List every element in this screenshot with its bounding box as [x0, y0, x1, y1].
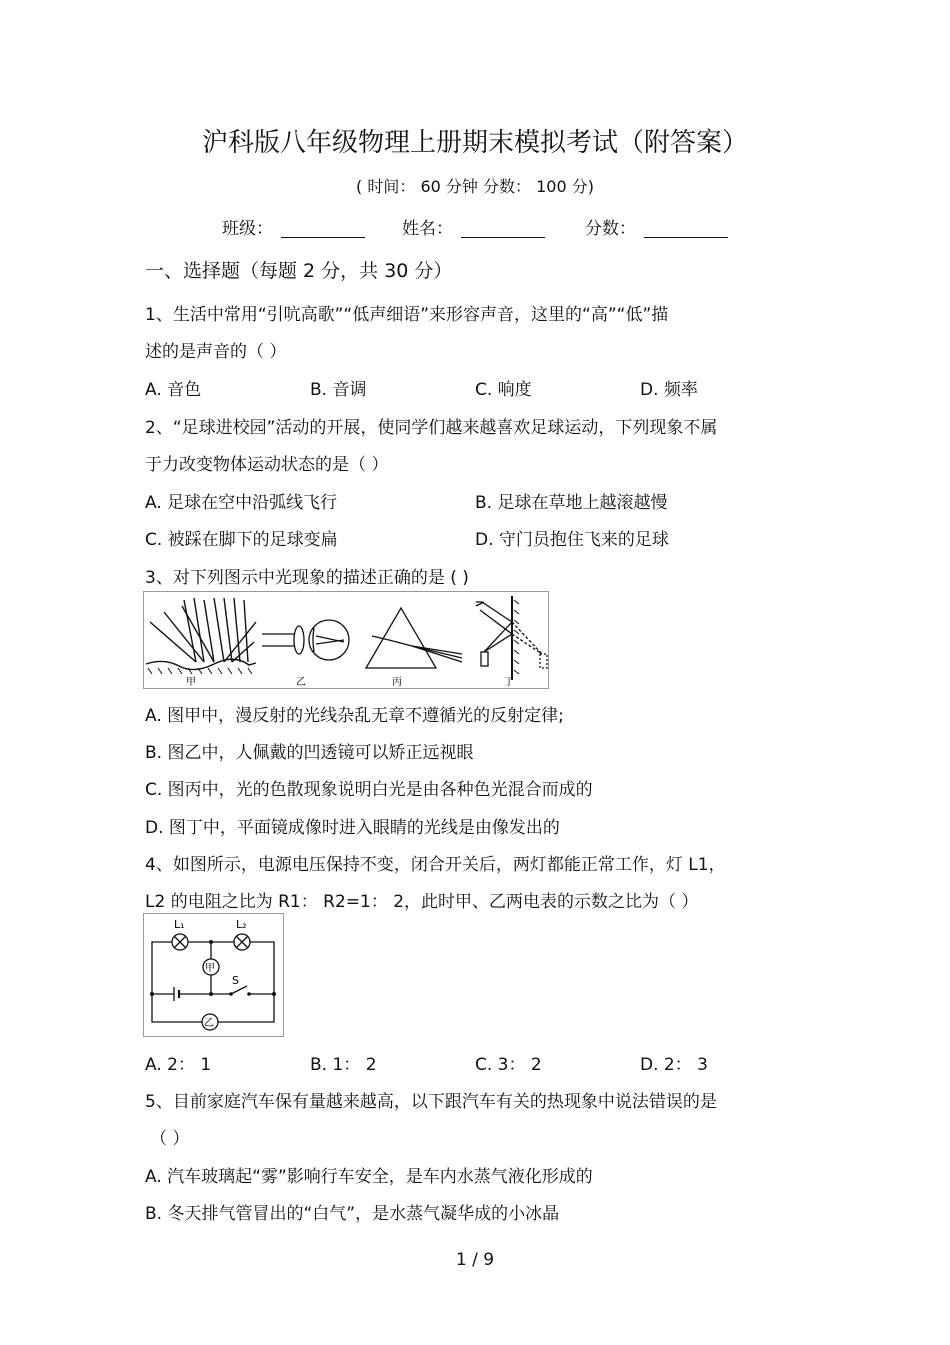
q2-option-b: B. 足球在草地上越滚越慢 — [475, 493, 668, 513]
q2-option-a: A. 足球在空中沿弧线飞行 — [145, 493, 338, 513]
q1-option-b: B. 音调 — [310, 380, 367, 400]
class-label: 班级： — [222, 219, 273, 239]
page-number: 1 / 9 — [455, 1250, 495, 1270]
q5-option-b: B. 冬天排气管冒出的“白气”，是水蒸气凝华成的小冰晶 — [145, 1204, 560, 1224]
q2-option-d: D. 守门员抱住飞来的足球 — [475, 530, 669, 550]
q5-option-a: A. 汽车玻璃起“雾”影响行车安全，是车内水蒸气液化形成的 — [145, 1167, 593, 1187]
q1-option-c: C. 响度 — [475, 380, 532, 400]
q2-line2: 于力改变物体运动状态的是（ ） — [145, 455, 389, 475]
q1-option-d: D. 频率 — [640, 380, 698, 400]
label-meter-jia: 甲 — [205, 963, 215, 974]
q4-line1: 4、如图所示，电源电压保持不变，闭合开关后，两灯都能正常工作，灯 L1， — [145, 855, 726, 875]
score-blank — [644, 221, 728, 238]
section-heading: 一、选择题（每题 2 分，共 30 分） — [145, 260, 453, 282]
q4-option-a: A. 2： 1 — [145, 1055, 212, 1075]
q3-option-c: C. 图丙中，光的色散现象说明白光是由各种色光混合而成的 — [145, 780, 593, 800]
q1-line2: 述的是声音的（ ） — [145, 342, 287, 362]
q4-option-d: D. 2： 3 — [640, 1055, 708, 1075]
q2-option-c: C. 被踩在脚下的足球变扁 — [145, 530, 338, 550]
plane-mirror-diagram — [476, 596, 547, 680]
q2-line1: 2、“足球进校园”活动的开展，使同学们越来越喜欢足球运动，下列现象不属 — [145, 418, 718, 438]
circuit-figure — [143, 913, 284, 1037]
name-blank — [461, 221, 545, 238]
q3-option-a: A. 图甲中，漫反射的光线杂乱无章不遵循光的反射定律; — [145, 706, 564, 726]
q3-option-d: D. 图丁中，平面镜成像时进入眼睛的光线是由像发出的 — [145, 818, 560, 838]
eye-lens-diagram — [262, 620, 349, 660]
circuit-diagram — [144, 914, 283, 1036]
q5-line2: （ ） — [150, 1129, 190, 1149]
q3-option-b: B. 图乙中，人佩戴的凹透镜可以矫正远视眼 — [145, 743, 474, 763]
class-field — [222, 214, 365, 239]
diffuse-reflection-diagram — [146, 598, 256, 674]
q1-line1: 1、生活中常用“引吭高歌”“低声细语”来形容声音，这里的“高”“低”描 — [145, 305, 669, 325]
q5-line1: 5、目前家庭汽车保有量越来越高，以下跟汽车有关的热现象中说法错误的是 — [145, 1092, 717, 1112]
page-title: 沪科版八年级物理上册期末模拟考试（附答案） — [201, 128, 748, 158]
fig-label-bing: 丙 — [392, 677, 402, 688]
label-switch: S — [232, 974, 239, 987]
fig-label-ding: 丁 — [504, 677, 514, 688]
label-l2: L₂ — [236, 918, 247, 931]
label-l1: L₁ — [174, 918, 185, 931]
name-label: 姓名： — [402, 219, 453, 239]
label-meter-yi: 乙 — [204, 1018, 214, 1029]
fig-label-yi: 乙 — [296, 677, 306, 688]
q3-line1: 3、对下列图示中光现象的描述正确的是 ( ) — [145, 568, 469, 588]
q4-option-b: B. 1： 2 — [310, 1055, 377, 1075]
q1-option-a: A. 音色 — [145, 380, 202, 400]
q4-line2: L2 的电阻之比为 R1： R2=1： 2，此时甲、乙两电表的示数之比为（ ） — [145, 892, 699, 912]
exam-meta: ( 时间： 60 分钟 分数： 100 分) — [356, 177, 594, 196]
score-field — [585, 214, 728, 239]
fig-label-jia: 甲 — [186, 677, 196, 688]
q4-option-c: C. 3： 2 — [475, 1055, 542, 1075]
light-phenomena-figure — [143, 591, 549, 689]
score-label: 分数： — [585, 219, 636, 239]
light-phenomena-diagram — [144, 592, 548, 688]
name-field — [402, 214, 545, 239]
class-blank — [281, 221, 365, 238]
prism-diagram — [366, 608, 462, 668]
